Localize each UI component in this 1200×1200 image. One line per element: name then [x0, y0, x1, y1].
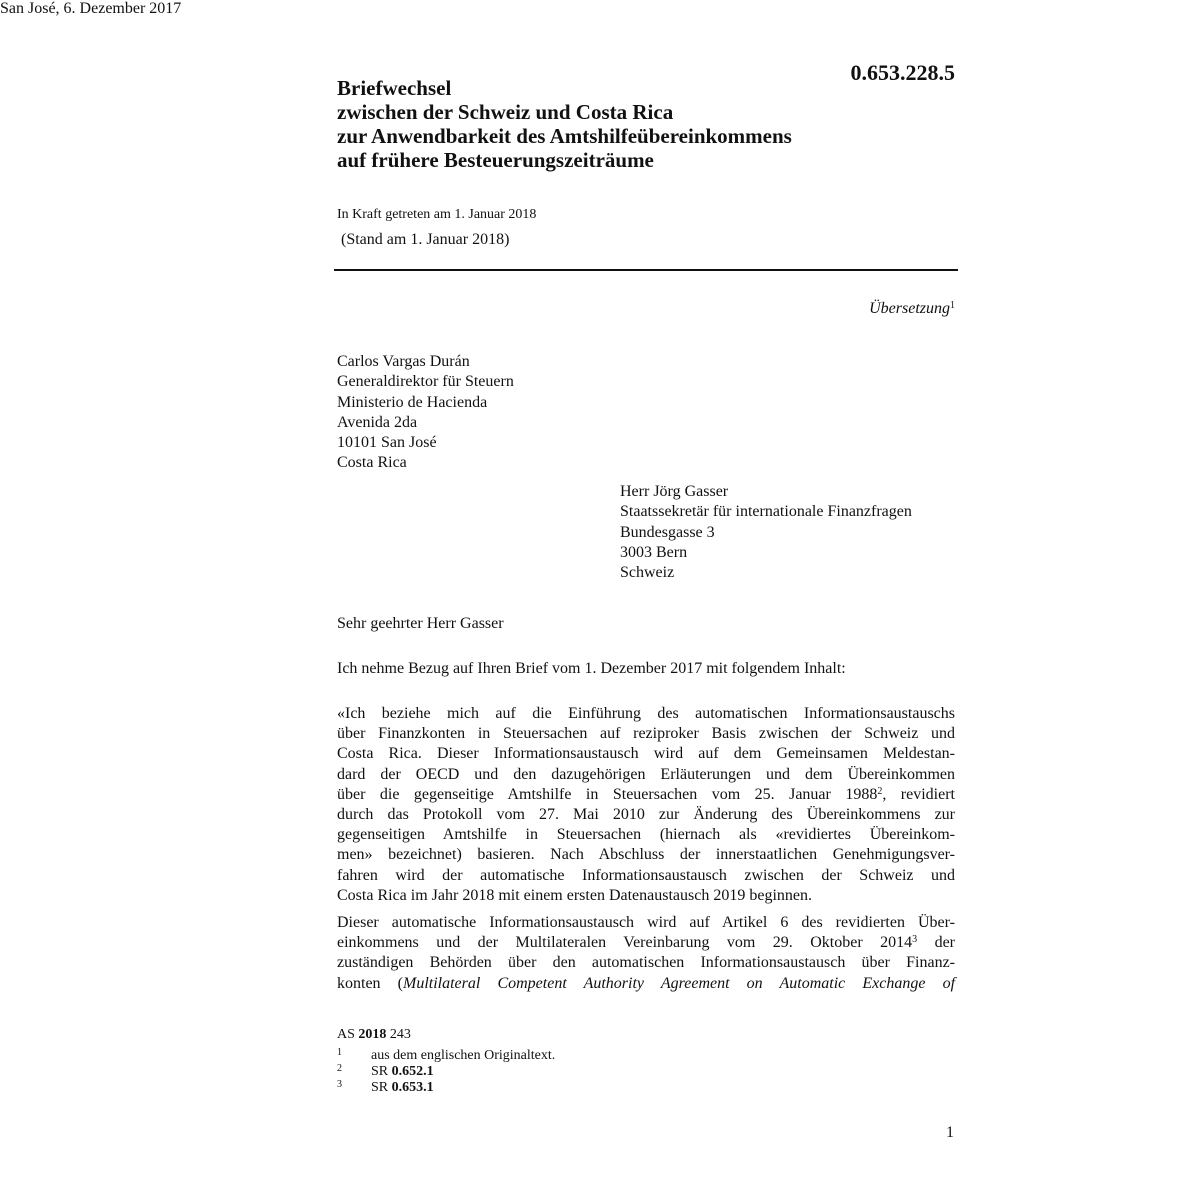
footnote-mark-1: 1 [950, 300, 955, 311]
paragraph-line: dard der OECD und den dazugehörigen Erläuterungen und dem Übereinkommen [337, 765, 955, 783]
header-divider [334, 269, 958, 271]
paragraph-text: über die gegenseitige Amtshilfe in Steuersachen vom 25. Januar 1988 [337, 785, 878, 803]
in-force-date: In Kraft getreten am 1. Januar 2018 [337, 207, 537, 222]
translation-note [700, 300, 955, 318]
paragraph-line [337, 933, 955, 953]
as-page: 243 [389, 1027, 411, 1042]
footnote-mark-2: 2 [877, 785, 883, 797]
letter-date: San José, 6. Dezember 2017 [0, 0, 182, 17]
paragraph-line [337, 974, 955, 994]
footnote-3 [337, 1077, 434, 1096]
paragraph-line: fahren wird der automatische Informationsaustausch zwischen der Schweiz und [337, 866, 955, 884]
paragraph-line: durch das Protokoll vom 27. Mai 2010 zur Änderung des Übereinkommens zur [337, 806, 955, 824]
paragraph-line: über Finanzkonten in Steuersachen auf reziproker Basis zwischen der Schweiz und [337, 725, 955, 743]
salutation: Sehr geehrter Herr Gasser [337, 615, 504, 632]
paragraph-line: zuständigen Behörden über den automatischen Informationsaustausch über Finanz- [337, 954, 955, 972]
body-paragraph-2 [337, 913, 955, 994]
as-year: 2018 [358, 1027, 387, 1042]
recipient-line: Schweiz [620, 564, 675, 582]
official-collection-reference [337, 1027, 411, 1043]
footnote-number: 3 [337, 1079, 342, 1090]
recipient-line: Staatssekretär für internationale Finanzfragen [620, 503, 912, 521]
paragraph-line: Costa Rica im Jahr 2018 mit einem ersten Datenaustausch 2019 beginnen. [337, 886, 812, 904]
footnote-prefix: SR [371, 1080, 389, 1095]
paragraph-text: konten ( [337, 974, 403, 992]
footnote-prefix: SR [371, 1064, 389, 1079]
paragraph-line: Dieser automatische Informationsaustausch wird auf Artikel 6 des revidierten Über- [337, 914, 955, 931]
footnote-mark-3: 3 [912, 934, 918, 946]
reference-sentence: Ich nehme Bezug auf Ihren Brief vom 1. Dezember 2017 mit folgendem Inhalt: [337, 660, 846, 677]
footnote-ref: 0.653.1 [391, 1080, 434, 1095]
title-line-3: zur Anwendbarkeit des Amtshilfeübereinkommens [337, 124, 792, 148]
paragraph-line: «Ich beziehe mich auf die Einführung des automatischen Informationsaustauschs [337, 705, 955, 722]
page-number: 1 [946, 1124, 954, 1141]
sender-line: Carlos Vargas Durán [337, 353, 470, 370]
paragraph-line: Costa Rica. Dieser Informationsaustausch wird auf dem Gemeinsamen Meldestan- [337, 745, 955, 763]
paragraph-text: der [917, 934, 955, 952]
sender-line: Avenida 2da [337, 413, 418, 431]
paragraph-line: gegenseitigen Amtshilfe in Steuersachen (hiernach als «revidiertes Übereinkom- [337, 826, 955, 844]
paragraph-line [337, 785, 955, 805]
footnote-number: 1 [337, 1047, 342, 1058]
paragraph-italic-text: Multilateral Competent Authority Agreement on Automatic Exchange of [403, 974, 956, 992]
paragraph-text: einkommens und der Multilateralen Vereinbarung vom 29. Oktober 2014 [337, 934, 913, 952]
sender-line: Ministerio de Hacienda [337, 393, 488, 411]
title-line-2: zwischen der Schweiz und Costa Rica [337, 100, 674, 124]
footnote-text: aus dem englischen Originaltext. [371, 1048, 556, 1063]
recipient-line: 3003 Bern [620, 543, 688, 561]
document-title [337, 76, 957, 172]
footnote-number: 2 [337, 1063, 342, 1074]
sr-number: 0.653.228.5 [850, 60, 955, 85]
recipient-address [620, 482, 912, 583]
translation-label: Übersetzung [869, 300, 950, 317]
recipient-line: Herr Jörg Gasser [620, 483, 729, 500]
paragraph-line: men» bezeichnet) basieren. Nach Abschluss der innerstaatlichen Genehmigungsver- [337, 846, 955, 864]
sender-line: Costa Rica [337, 454, 407, 472]
paragraph-text: , revidiert [882, 785, 955, 803]
sender-line: Generaldirektor für Steuern [337, 373, 514, 391]
status-date: (Stand am 1. Januar 2018) [341, 231, 510, 248]
title-line-1: Briefwechsel [337, 76, 452, 100]
sender-address [337, 352, 514, 474]
as-prefix: AS [337, 1027, 355, 1042]
body-paragraph-1 [337, 704, 955, 906]
sender-line: 10101 San José [337, 434, 437, 452]
footnote-ref: 0.652.1 [391, 1064, 434, 1079]
recipient-line: Bundesgasse 3 [620, 523, 715, 541]
title-line-4: auf frühere Besteuerungszeiträume [337, 148, 654, 172]
